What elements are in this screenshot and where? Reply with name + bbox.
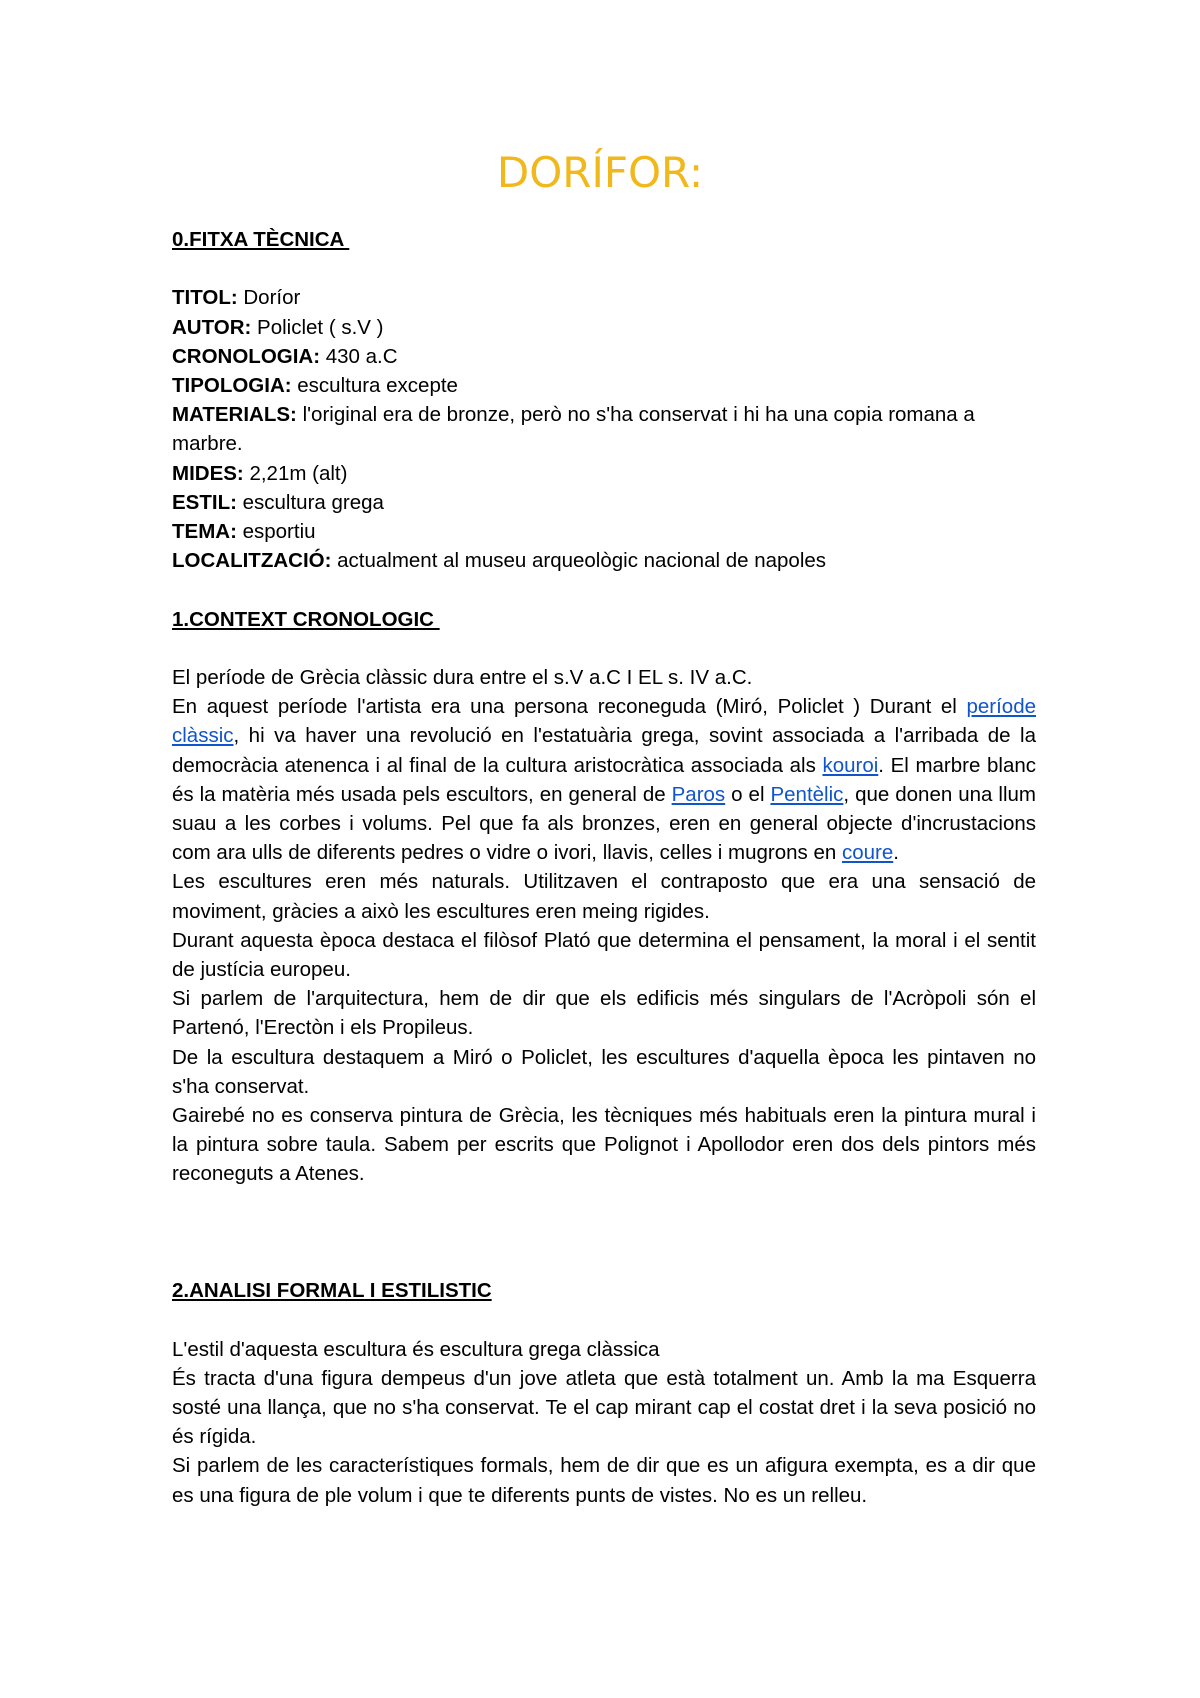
- paragraph: L'estil d'aquesta escultura és escultura grega clàssica: [172, 1337, 660, 1361]
- field-label: AUTOR:: [172, 315, 252, 339]
- paragraph-text: . El marbre blanc és la matèria més usada pels escultors, en general de: [172, 753, 1036, 806]
- field-value: l'original era de bronze, però no s'ha conservat i hi ha una copia romana a marbre.: [172, 403, 975, 456]
- spacer: [172, 1189, 1036, 1277]
- section-heading-analisi-formal: 2.ANALISI FORMAL I ESTILISTIC: [172, 1279, 492, 1303]
- field-tipologia: [172, 371, 1036, 400]
- field-label: ESTIL:: [172, 490, 237, 514]
- paragraph: Gairebé no es conserva pintura de Grècia, les tècniques més habituals eren la pintura mural i la pintura sobre taula. Sabem per escrits que Polignot i Apollodor eren dos dels pintors més reconeguts a Atenes.: [172, 1104, 1036, 1186]
- field-label: TEMA:: [172, 520, 237, 544]
- paragraph: Les escultures eren més naturals. Utilitzaven el contraposto que era una sensació de moviment, gràcies a això les escultures eren meing rigides.: [172, 870, 1036, 923]
- field-value: Policlet ( s.V ): [251, 315, 384, 339]
- field-value: actualment al museu arqueològic nacional de napoles: [331, 549, 827, 573]
- link-pentelic[interactable]: Pentèlic: [770, 782, 844, 806]
- field-tema: [172, 517, 1036, 546]
- paragraph: Durant aquesta època destaca el filòsof Plató que determina el pensament, la moral i el sentit de justícia europeu.: [172, 928, 1036, 982]
- paragraph-text: , que donen una llum suau a les corbes i volums. Pel que fa als bronzes, eren en general objecte d'incrustacions com ara ulls de diferents pedres o vidre o ivori, llavis, celles i mugrons en: [172, 782, 1036, 865]
- spacer: [172, 634, 1036, 663]
- field-value: 430 a.C: [320, 344, 398, 368]
- field-label: TITOL:: [172, 286, 238, 310]
- field-value: Doríor: [237, 286, 301, 310]
- section-heading-fitxa-tecnica: 0.FITXA TÈCNICA: [172, 228, 350, 251]
- paragraph: El període de Grècia clàssic dura entre el s.V a.C I EL s. IV a.C.: [172, 666, 753, 689]
- link-coure[interactable]: coure: [841, 841, 894, 865]
- paragraph: És tracta d'una figura dempeus d'un jove atleta que està totalment un. Amb la ma Esquerra sosté una llança, que no s'ha conservat. Te el cap mirant cap el costat dret i la seva posició no és rígida.: [172, 1366, 1036, 1449]
- field-titol: [172, 283, 1036, 312]
- field-label: LOCALITZACIÓ:: [172, 549, 332, 573]
- paragraph: Si parlem de l'arquitectura, hem de dir que els edificis més singulars de l'Acròpoli són el Partenó, l'Erectòn i els Propileus.: [172, 987, 1036, 1040]
- field-value: esportiu: [236, 520, 316, 544]
- technical-sheet: [172, 283, 1036, 575]
- paragraph: Si parlem de les característiques formals, hem de dir que es un afigura exempta, es a dir que es una figura de ple volum i que te diferents punts de vistes. No es un relleu.: [172, 1454, 1036, 1507]
- paragraph: De la escultura destaquem a Miró o Policlet, les escultures d'aquella època les pintaven no s'ha conservat.: [172, 1045, 1036, 1098]
- paragraph-text: .: [893, 841, 899, 865]
- field-localitzacio: [172, 546, 1036, 575]
- link-kouroi[interactable]: kouroi: [822, 753, 879, 777]
- field-value: escultura grega: [236, 490, 384, 514]
- paragraph-with-links: [172, 692, 1036, 867]
- spacer: [172, 575, 1036, 604]
- field-label: MATERIALS:: [172, 403, 297, 427]
- spacer: [172, 1305, 1036, 1334]
- field-materials: [172, 400, 1036, 458]
- field-mides: [172, 459, 1036, 488]
- spacer: [172, 254, 1036, 283]
- field-label: CRONOLOGIA:: [172, 344, 321, 368]
- paragraph-text: , hi va haver una revolució en l'estatuària grega, sovint associada a l'arribada de la democràcia atenenca i al final de la cultura aristocràtica associada als: [172, 724, 1036, 777]
- field-autor: [172, 313, 1036, 342]
- link-periode-classic[interactable]: període clàssic: [172, 695, 1036, 748]
- field-label: MIDES:: [172, 461, 244, 485]
- field-cronologia: [172, 342, 1036, 371]
- paragraph-text: En aquest període l'artista era una persona reconeguda (Miró, Policlet ) Durant el: [172, 695, 967, 719]
- field-estil: [172, 488, 1036, 517]
- field-value: escultura excepte: [291, 374, 458, 397]
- document-title: DORÍFOR:: [496, 148, 704, 197]
- section-heading-context-cronologic: 1.CONTEXT CRONOLOGIC: [172, 607, 440, 631]
- paragraph-text: o el: [725, 782, 771, 806]
- document-body: [172, 225, 1036, 1510]
- field-label: TIPOLOGIA:: [172, 374, 292, 397]
- link-paros[interactable]: Paros: [671, 782, 726, 806]
- field-value: 2,21m (alt): [243, 461, 348, 485]
